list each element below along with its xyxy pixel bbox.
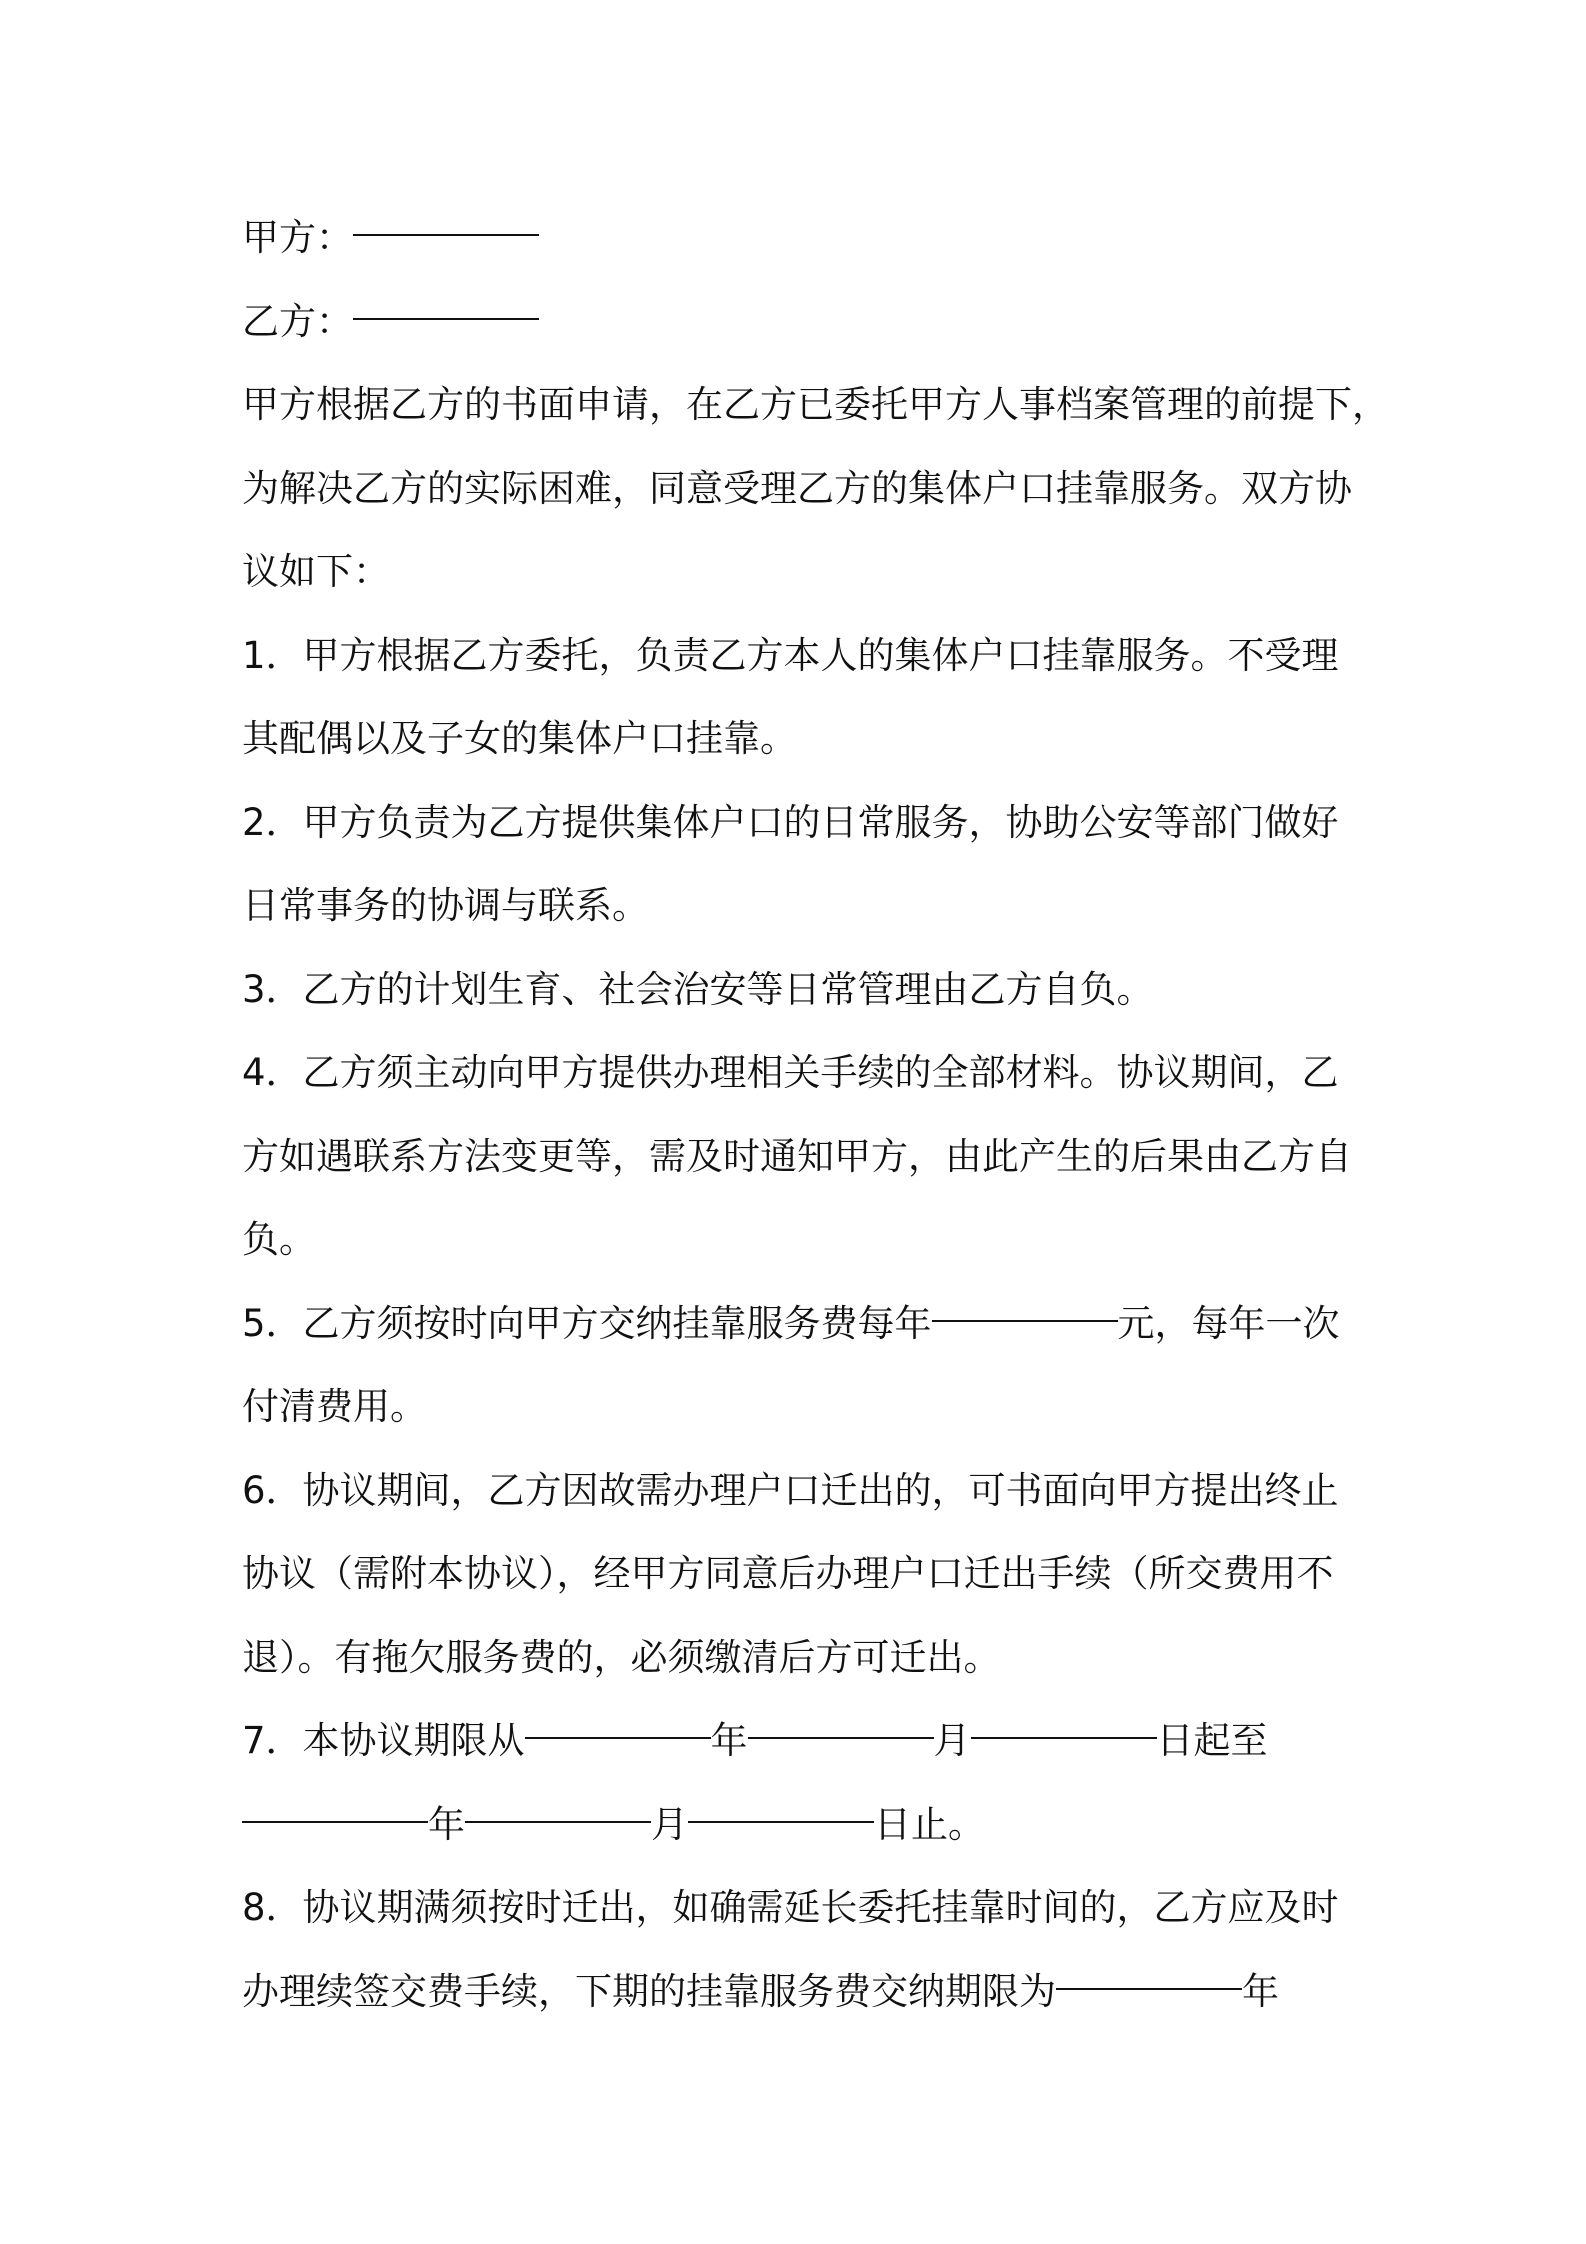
item-7-line-2 [242,1783,1372,1867]
party-a-blank [353,234,539,236]
item-1-line-2: 其配偶以及子女的集体户口挂靠。 [242,717,797,760]
item-5-line-2: 付清费用。 [242,1385,427,1428]
item-5-line-1 [242,1282,1372,1366]
item-6-line-2: 协议（需附本协议），经甲方同意后办理户口迁出手续（所交费用不 [242,1552,1334,1595]
item-8-line-1: 8．协议期满须按时迁出，如确需延长委托挂靠时间的，乙方应及时 [242,1886,1339,1929]
renewal-term-blank [1056,1988,1242,1990]
item-4-line-2: 方如遇联系方法变更等，需及时通知甲方，由此产生的后果由乙方自 [242,1134,1352,1178]
item-2-line-1: 2．甲方负责为乙方提供集体户口的日常服务，协助公安等部门做好 [242,800,1339,844]
intro-line-3: 议如下： [242,550,390,593]
item-1-line-1: 1．甲方根据乙方委托，负责乙方本人的集体户口挂靠服务。不受理 [242,633,1339,677]
intro-line-1: 甲方根据乙方的书面申请，在乙方已委托甲方人事档案管理的前提下， [242,383,1389,426]
month-label: 月 [933,1719,971,1762]
intro-line-2: 为解决乙方的实际困难，同意受理乙方的集体户口挂靠服务。双方协 [242,466,1352,510]
item-7-line-1 [242,1699,1372,1783]
month-label-end: 月 [651,1802,688,1846]
end-year-blank [242,1821,428,1823]
party-a-label: 甲方： [242,216,353,259]
item-3-line: 3．乙方的计划生育、社会治安等日常管理由乙方自负。 [242,967,1154,1011]
item-8-text-after: 年 [1242,1969,1279,2013]
item-7-start-text: 7．本协议期限从 [242,1719,525,1762]
day-to-label: 日止。 [874,1802,985,1846]
item-6-line-1: 6．协议期间，乙方因故需办理户口迁出的，可书面向甲方提出终止 [242,1468,1339,1512]
item-8-line-2 [242,1950,1372,2034]
year-label-end: 年 [428,1802,465,1846]
start-month-blank [748,1737,934,1739]
end-month-blank [465,1821,651,1823]
item-4-line-1: 4．乙方须主动向甲方提供办理相关手续的全部材料。协议期间，乙 [242,1051,1339,1094]
item-4-line-3: 负。 [242,1218,316,1261]
party-a-line [242,196,1372,280]
item-2-line-2: 日常事务的协调与联系。 [242,884,649,927]
item-5-text-before: 5．乙方须按时向甲方交纳挂靠服务费每年 [242,1301,932,1345]
start-year-blank [525,1737,711,1739]
end-day-blank [688,1821,874,1823]
item-5-text-after: 元，每年一次 [1117,1301,1340,1345]
year-label: 年 [710,1719,748,1762]
party-b-line [242,280,1372,364]
party-b-blank [353,318,539,320]
fee-amount-blank [932,1320,1118,1322]
item-6-line-3: 退）。有拖欠服务费的，必须缴清后方可迁出。 [242,1635,1001,1679]
agreement-body [242,196,1389,2033]
start-day-blank [971,1737,1157,1739]
party-b-label: 乙方： [242,299,353,343]
day-from-label: 日起至 [1156,1719,1268,1762]
item-8-text-before: 办理续签交费手续，下期的挂靠服务费交纳期限为 [242,1969,1056,2013]
